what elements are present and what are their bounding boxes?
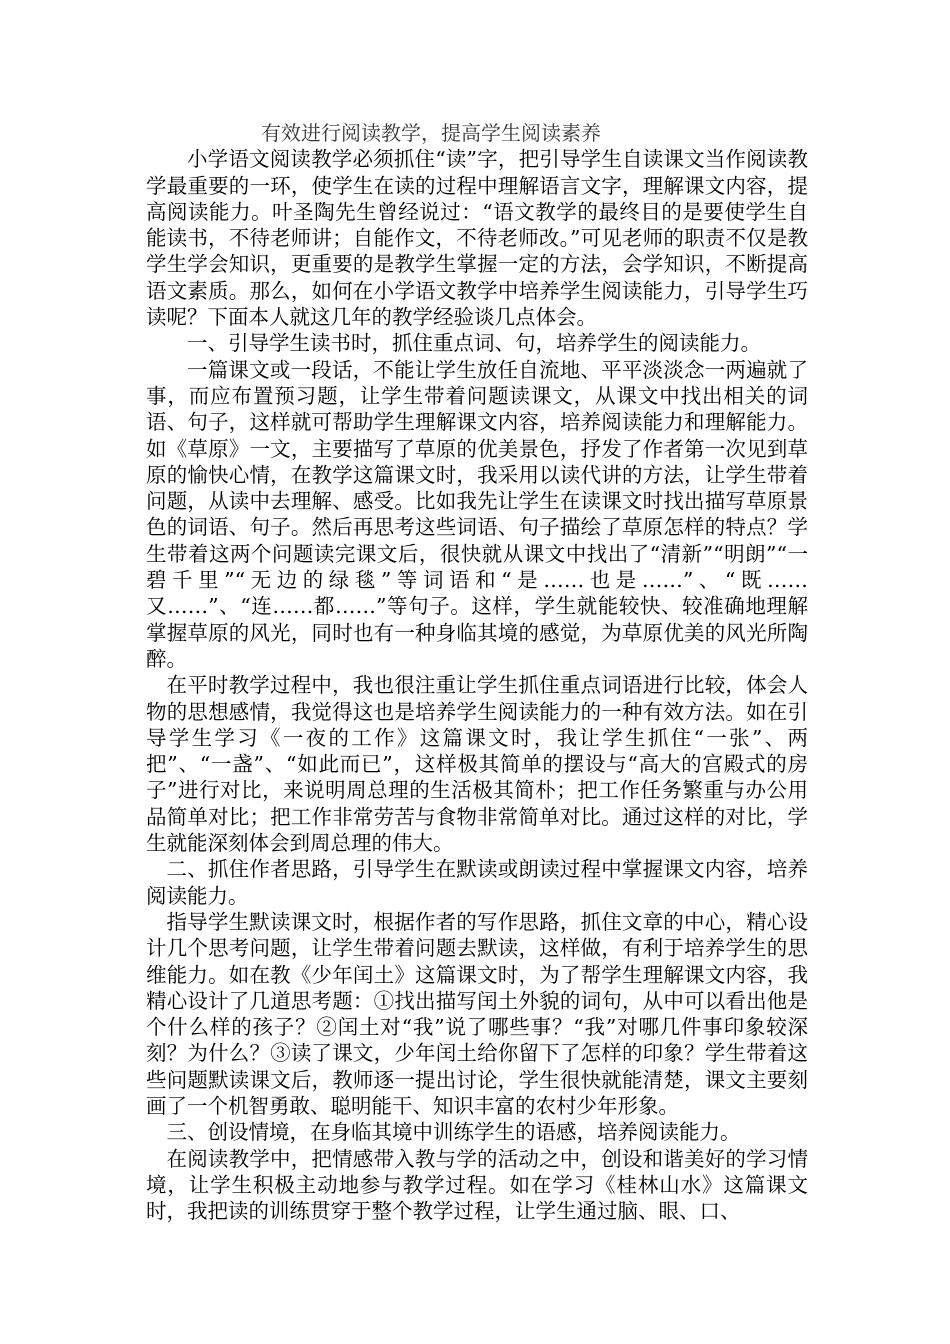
section-heading-1: 一、引导学生读书时，抓住重点词、句，培养学生的阅读能力。 bbox=[187, 331, 761, 356]
paragraph-section-1-b: 在平时教学过程中，我也很注重让学生抓住重点词语进行比较，体会人物的思想感情，我觉得这也是培养学生阅读能力的一种有效方法。如在引导学生学习《一夜的工作》这篇课文时，我让学生抓住“一张”、两把”、“一盏”、“如此而已”，这样极其简单的摆设与“高大的宫殿式的房子”进行对比，来说明周总理的生活极其简朴；把工作任务繁重与办公用品简单对比；把工作非常劳苦与食物非常简单对比。通过这样的对比，学生就能深刻体会到周总理的伟大。 bbox=[146, 673, 808, 856]
paragraph-section-2: 指导学生默读课文时，根据作者的写作思路，抓住文章的中心，精心设计几个思考问题，让学生带着问题去默读，这样做，有利于培养学生的思维能力。如在教《少年闰土》这篇课文时，为了帮学生理解课文内容，我精心设计了几道思考题：①找出描写闰土外貌的词句，从中可以看出他是个什么样的孩子？②闰土对“我”说了哪些事？“我”对哪几件事印象较深刻？为什么？③读了课文，少年闰土给你留下了怎样的印象？学生带着这些问题默读课文后，教师逐一提出讨论，学生很快就能清楚，课文主要刻画了一个机智勇敢、聪明能干、知识丰富的农村少年形象。 bbox=[146, 909, 808, 1118]
paragraph-section-1-a: 一篇课文或一段话，不能让学生放任自流地、平平淡淡念一两遍就了事，而应布置预习题，让学生带着问题读课文，从课文中找出相关的词语、句子，这样就可帮助学生理解课文内容，培养阅读能力和理解能力。如《草原》一文，主要描写了草原的优美景色，抒发了作者第一次见到草原的愉快心情，在教学这篇课文时，我采用以读代讲的方法，让学生带着问题，从读中去理解、感受。比如我先让学生在读课文时找出描写草原景色的词语、句子。然后再思考这些词语、句子描绘了草原怎样的特点？学生带着这两个问题读完课文后，很快就从课文中找出了“清新”“明朗”“一碧千里”“无边的绿毯”等词语和“是……也是……”、“既……又……”、“连……都……”等句子。这样，学生就能较快、较准确地理解掌握草原的风光，同时也有一种身临其境的感觉，为草原优美的风光所陶醉。 bbox=[146, 357, 808, 671]
section-heading-2: 二、抓住作者思路，引导学生在默读或朗读过程中掌握课文内容，培养阅读能力。 bbox=[146, 857, 808, 908]
document-body bbox=[146, 120, 808, 1224]
section-heading-3: 三、创设情境，在身临其境中训练学生的语感，培养阅读能力。 bbox=[166, 1120, 741, 1145]
paragraph-intro: 小学语文阅读教学必须抓住“读”字，把引导学生自读课文当作阅读教学最重要的一环，使学生在读的过程中理解语言文字，理解课文内容，提高阅读能力。叶圣陶先生曾经说过：“语文教学的最终目的是要使学生自能读书，不待老师讲；自能作文，不待老师改。”可见老师的职责不仅是教学生学会知识，更重要的是教学生掌握一定的方法，会学知识，不断提高语文素质。那么，如何在小学语文教学中培养学生阅读能力，引导学生巧读呢？下面本人就这几年的教学经验谈几点体会。 bbox=[146, 147, 808, 330]
document-title: 有效进行阅读教学，提高学生阅读素养 bbox=[261, 121, 601, 145]
paragraph-section-3: 在阅读教学中，把情感带入教与学的活动之中，创设和谐美好的学习情境，让学生积极主动地参与教学过程。如在学习《桂林山水》这篇课文时，我把读的训练贯穿于整个教学过程，让学生通过脑、眼、口、 bbox=[146, 1146, 808, 1224]
